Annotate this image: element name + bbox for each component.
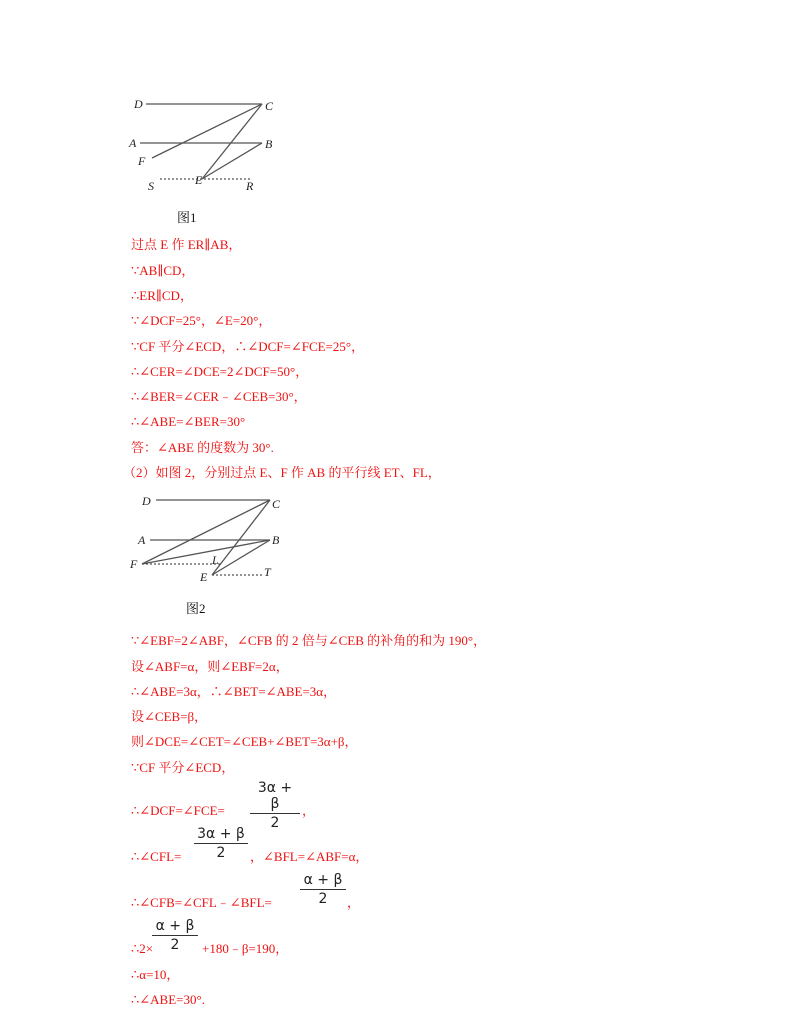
- p1-line-8: ∴∠ABE=∠BER=30°: [131, 414, 246, 429]
- line-eb: [202, 143, 262, 179]
- p2-line-9-prefix: ∴∠CFB=∠CFL﹣∠BFL=: [131, 895, 272, 910]
- figure-1-caption: 图1: [177, 210, 197, 225]
- p2-line-10-prefix: ∴2×: [131, 941, 154, 956]
- label-f-2: F: [130, 557, 138, 571]
- p2-line-3: ∴∠ABE=3α，∴∠BET=∠ABE=3α，: [131, 684, 337, 699]
- fraction-3a-plus-b-over-2: [250, 780, 300, 832]
- line-fc-2: [142, 500, 270, 564]
- fraction-numerator: α + β: [152, 918, 198, 936]
- fraction-denominator: 2: [170, 937, 180, 953]
- p2-line-7-prefix: ∴∠DCF=∠FCE=: [131, 803, 225, 818]
- fraction-3a-plus-b-over-2-b: [194, 826, 248, 862]
- label-r: R: [246, 179, 254, 193]
- label-e-2: E: [200, 570, 208, 584]
- label-l-2: L: [212, 553, 219, 567]
- p1-line-4: ∵∠DCF=25°，∠E=20°，: [131, 313, 272, 328]
- p2-line-10-suffix: +180﹣β=190，: [202, 941, 289, 956]
- p2-line-7-suffix: ，: [302, 803, 316, 818]
- fraction-numerator: 3α + β: [250, 780, 300, 814]
- line-fc: [152, 104, 262, 158]
- label-d: D: [134, 97, 143, 111]
- p1-line-3: ∴ER∥CD，: [131, 288, 193, 303]
- label-b: B: [265, 137, 273, 151]
- label-e: E: [195, 173, 203, 187]
- p2-line-2: 设∠ABF=α，则∠EBF=2α，: [131, 659, 289, 674]
- p1-line-6: ∴∠CER=∠DCE=2∠DCF=50°，: [131, 364, 309, 379]
- p2-line-11: ∴α=10，: [131, 967, 180, 982]
- label-f: F: [138, 154, 146, 168]
- fraction-a-plus-b-over-2: [300, 872, 346, 908]
- label-a: A: [129, 136, 137, 150]
- figure-1-diagram: [120, 92, 290, 202]
- label-s: S: [148, 179, 154, 193]
- label-c-2: C: [272, 497, 281, 511]
- p2-line-5: 则∠DCE=∠CET=∠CEB+∠BET=3α+β，: [131, 734, 358, 749]
- fraction-numerator: α + β: [300, 872, 346, 890]
- label-a-2: A: [138, 533, 146, 547]
- p1-answer: 答：∠ABE 的度数为 30°.: [131, 440, 274, 455]
- figure-2-caption: 图2: [186, 601, 206, 616]
- line-ec-2: [212, 500, 270, 575]
- figure-2-diagram: [122, 488, 292, 588]
- label-t-2: T: [264, 565, 271, 579]
- fraction-numerator: 3α + β: [194, 826, 248, 844]
- fraction-denominator: 2: [216, 845, 226, 861]
- p2-line-12: ∴∠ABE=30°.: [131, 992, 205, 1007]
- fraction-denominator: 2: [270, 815, 280, 831]
- fraction-a-plus-b-over-2-b: [152, 918, 198, 954]
- p2-intro: （2）如图 2，分别过点 E、F 作 AB 的平行线 ET、FL，: [123, 465, 441, 480]
- fraction-denominator: 2: [318, 891, 328, 907]
- label-d-2: D: [142, 494, 151, 508]
- p2-line-6: ∵CF 平分∠ECD，: [131, 760, 235, 775]
- p1-line-1: 过点 E 作 ER∥AB，: [131, 237, 242, 252]
- label-c: C: [265, 99, 274, 113]
- p2-line-1: ∵∠EBF=2∠ABF，∠CFB 的 2 倍与∠CEB 的补角的和为 190°，: [131, 633, 487, 648]
- p2-line-8-prefix: ∴∠CFL=: [131, 849, 182, 864]
- p2-line-9-suffix: ，: [347, 895, 361, 910]
- line-ec: [202, 104, 262, 179]
- p1-line-5: ∵CF 平分∠ECD，∴∠DCF=∠FCE=25°，: [131, 339, 365, 354]
- label-b-2: B: [272, 533, 280, 547]
- p1-line-2: ∵AB∥CD，: [131, 263, 195, 278]
- p2-line-8-suffix: ，∠BFL=∠ABF=α，: [250, 849, 369, 864]
- p2-line-4: 设∠CEB=β，: [131, 709, 208, 724]
- p1-line-7: ∴∠BER=∠CER﹣∠CEB=30°，: [131, 389, 307, 404]
